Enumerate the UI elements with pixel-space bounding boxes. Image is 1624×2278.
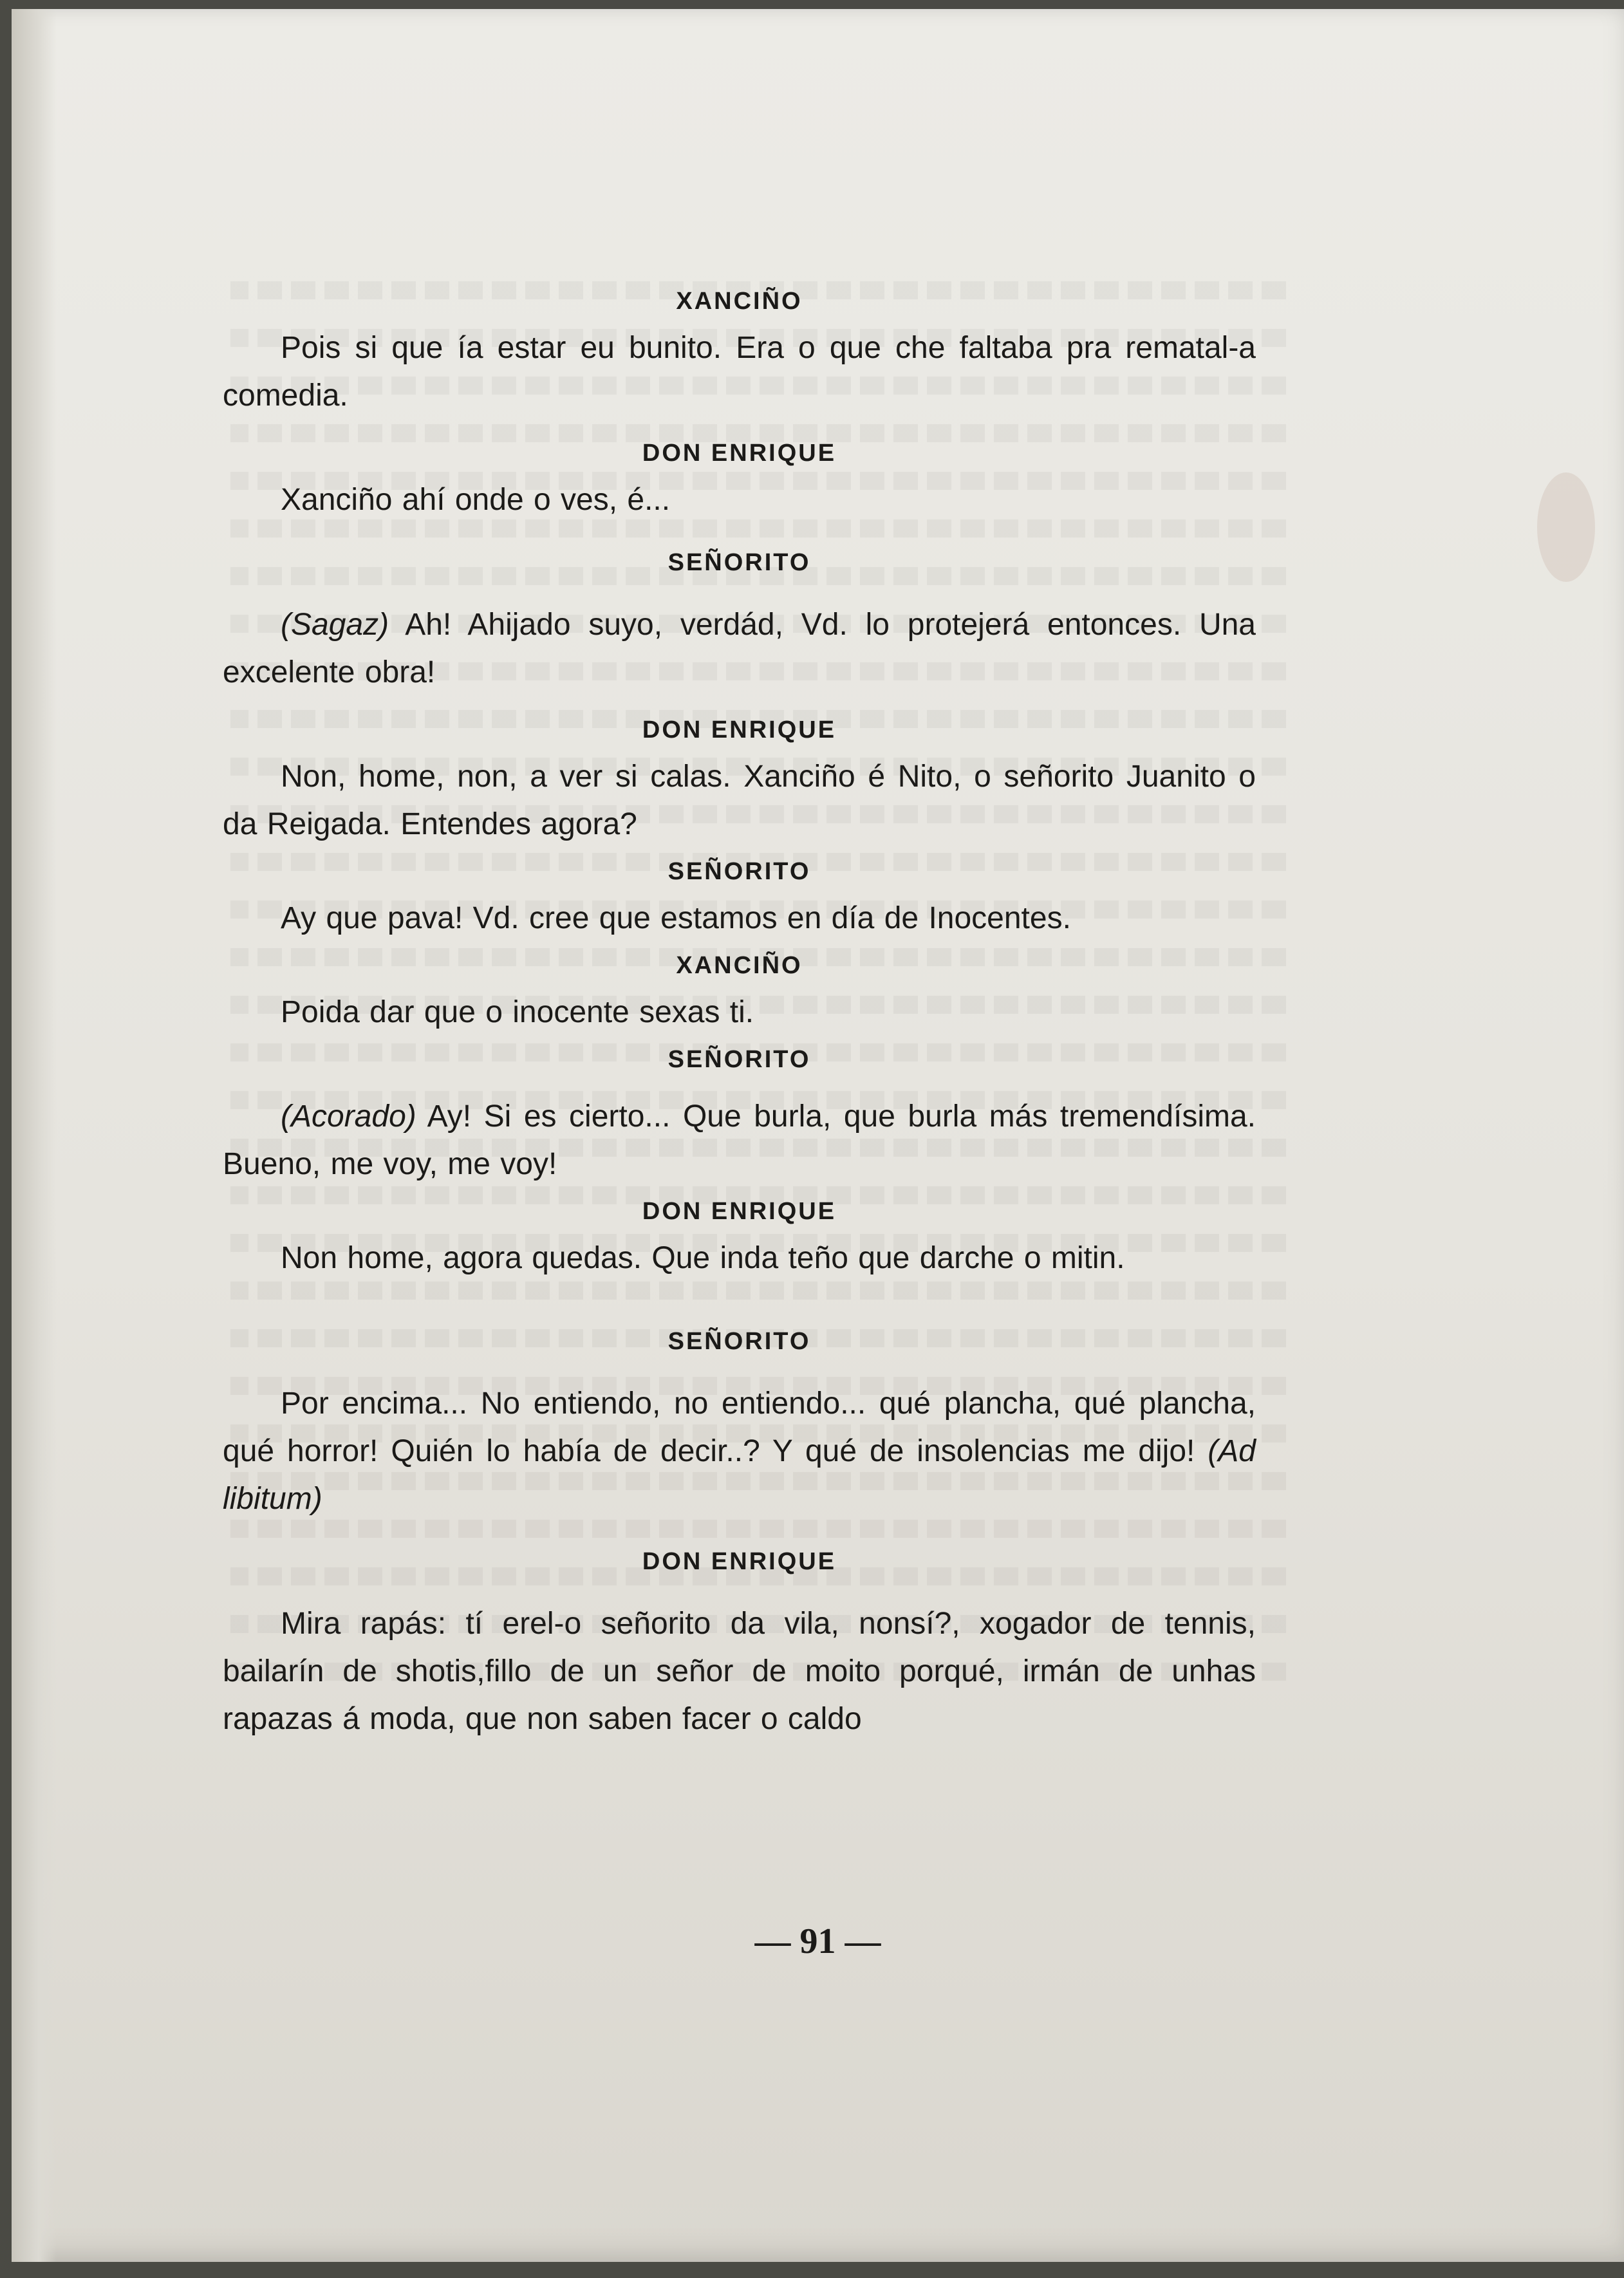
dialogue-line: Pois si que ía estar eu bunito. Era o que che faltaba pra rematal-a comedia.: [223, 331, 1256, 413]
dialogue-line: [223, 1093, 1256, 1188]
dialogue-line: Xanciño ahí onde o ves, é...: [281, 483, 671, 517]
stage-direction: (Ad libitum): [223, 1434, 1256, 1516]
dialogue-line: [223, 1380, 1256, 1523]
stage-direction: (Acorado): [281, 1099, 416, 1134]
dialogue-line: Poida dar que o inocente sexas ti.: [281, 995, 754, 1029]
speaker-label: SEÑORITO: [667, 858, 811, 885]
dialogue-text: Por encima... No entiendo, no entiendo... qué plancha, qué plancha, qué horror! Quién lo había de decir..? Y qué de insolencias me dijo!: [223, 1386, 1256, 1468]
speaker-label: SEÑORITO: [667, 1328, 811, 1355]
dialogue-line: [223, 601, 1256, 696]
dialogue-text: Ay! Si es cierto... Que burla, que burla más tremendísima. Bueno, me voy, me voy!: [223, 1099, 1256, 1181]
speaker-label: DON ENRIQUE: [642, 1198, 837, 1225]
play-text: [223, 278, 1256, 1743]
stage-direction: (Sagaz): [281, 608, 389, 642]
speaker-label: DON ENRIQUE: [642, 1548, 837, 1575]
dialogue-line: Non, home, non, a ver si calas. Xanciño é Nito, o señorito Juanito o da Reigada. Entendes agora?: [223, 760, 1256, 841]
dialogue-line: Ay que pava! Vd. cree que estamos en día de Inocentes.: [281, 901, 1071, 935]
speaker-label: SEÑORITO: [667, 549, 811, 576]
speaker-label: DON ENRIQUE: [642, 716, 837, 743]
speaker-label: XANCIÑO: [676, 288, 803, 315]
speaker-label: XANCIÑO: [676, 952, 803, 979]
dialogue-text: Ah! Ahijado suyo, verdád, Vd. lo protejerá entonces. Una excelente obra!: [223, 608, 1256, 689]
dialogue-line: Non home, agora quedas. Que inda teño que darche o mitin.: [281, 1241, 1125, 1275]
paper-stain: [1537, 472, 1595, 582]
dialogue-line: Mira rapás: tí erel-o señorito da vila, nonsí?, xogador de tennis, bailarín de shotis,fillo de un señor de moito porqué, irmán de unhas rapazas á moda, que non saben facer o caldo: [223, 1607, 1256, 1736]
speaker-label: DON ENRIQUE: [642, 440, 837, 467]
page-number: — 91 —: [754, 1921, 881, 1961]
speaker-label: SEÑORITO: [667, 1046, 811, 1073]
book-page: [12, 9, 1624, 2262]
